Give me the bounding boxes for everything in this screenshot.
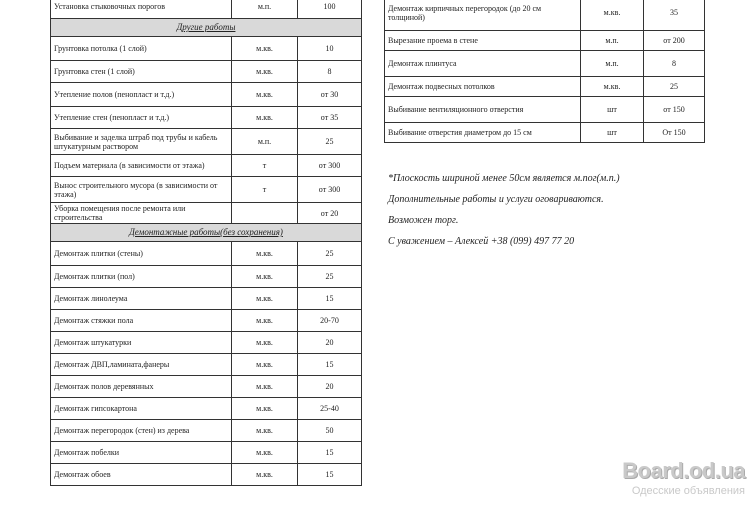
unit-cell: м.кв. — [232, 83, 298, 107]
unit-cell: м.кв. — [232, 464, 298, 486]
work-name-cell: Демонтаж плитки (пол) — [51, 266, 232, 288]
table-row — [51, 420, 362, 442]
table-row — [51, 83, 362, 107]
work-name-cell: Демонтаж гипсокартона — [51, 398, 232, 420]
watermark-logo: Board.od.ua — [622, 458, 745, 483]
work-name-cell: Установка стыковочных порогов — [51, 0, 232, 19]
unit-cell: м.кв. — [232, 288, 298, 310]
price-cell: 25 — [298, 129, 362, 155]
work-name-cell: Выбивание и заделка штраб под трубы и кабель штукатурным раствором — [51, 129, 232, 155]
unit-cell: м.кв. — [232, 266, 298, 288]
table-row — [51, 288, 362, 310]
work-name-cell: Демонтаж ДВП,ламината,фанеры — [51, 354, 232, 376]
work-name-cell: Демонтаж линолеума — [51, 288, 232, 310]
unit-cell: м.кв. — [232, 332, 298, 354]
work-name-cell: Демонтаж обоев — [51, 464, 232, 486]
price-cell: от 300 — [298, 155, 362, 177]
price-cell: 25 — [298, 266, 362, 288]
table-row — [385, 51, 705, 77]
unit-cell: т — [232, 155, 298, 177]
unit-cell: м.кв. — [232, 354, 298, 376]
price-cell: 25 — [644, 77, 705, 97]
table-row — [51, 398, 362, 420]
price-cell: от 200 — [644, 31, 705, 51]
unit-cell: м.кв. — [232, 310, 298, 332]
price-cell: 20 — [298, 376, 362, 398]
unit-cell: м.п. — [581, 51, 644, 77]
table-row — [51, 61, 362, 83]
work-name-cell: Демонтаж плинтуса — [385, 51, 581, 77]
price-cell: 8 — [298, 61, 362, 83]
price-cell: от 35 — [298, 107, 362, 129]
work-name-cell: Уборка помещения после ремонта или строительства — [51, 203, 232, 224]
notes-block — [388, 168, 738, 252]
table-row — [51, 310, 362, 332]
work-name-cell: Грунтовка стен (1 слой) — [51, 61, 232, 83]
table-row — [51, 107, 362, 129]
unit-cell: м.кв. — [232, 398, 298, 420]
table-row — [385, 0, 705, 31]
price-cell: 15 — [298, 464, 362, 486]
work-name-cell: Демонтаж побелки — [51, 442, 232, 464]
table-row — [51, 155, 362, 177]
section-header — [51, 19, 362, 37]
table-row — [51, 0, 362, 19]
price-cell: от 150 — [644, 97, 705, 123]
work-name-cell: Демонтаж плитки (стены) — [51, 242, 232, 266]
table-row — [385, 77, 705, 97]
work-name-cell: Выбивание отверстия диаметром до 15 см — [385, 123, 581, 143]
table-row — [51, 177, 362, 203]
work-name-cell: Демонтаж перегородок (стен) из дерева — [51, 420, 232, 442]
unit-cell: м.кв. — [232, 420, 298, 442]
price-cell: 100 — [298, 0, 362, 19]
note-contact: С уважением – Алексей +38 (099) 497 77 20 — [388, 236, 575, 247]
work-name-cell: Подъем материала (в зависимости от этажа) — [51, 155, 232, 177]
table-row — [51, 242, 362, 266]
watermark-subtitle: Одесские объявления — [631, 485, 745, 497]
unit-cell: м.кв. — [232, 242, 298, 266]
work-name-cell: Демонтаж штукатурки — [51, 332, 232, 354]
table-row — [51, 376, 362, 398]
price-cell: от 30 — [298, 83, 362, 107]
price-cell: 35 — [644, 0, 705, 31]
price-cell: 25 — [298, 242, 362, 266]
work-name-cell: Демонтаж стяжки пола — [51, 310, 232, 332]
price-cell: 25-40 — [298, 398, 362, 420]
price-cell: 15 — [298, 442, 362, 464]
price-cell: 8 — [644, 51, 705, 77]
price-cell: 15 — [298, 288, 362, 310]
note-plane-definition: *Плоскость шириной менее 50см является м.пог(м.п.) — [388, 173, 620, 184]
table-row — [51, 37, 362, 61]
section-title: Другие работы — [51, 19, 362, 37]
unit-cell: шт — [581, 97, 644, 123]
section-title: Демонтажные работы(без сохранения) — [51, 224, 362, 242]
price-cell: 20 — [298, 332, 362, 354]
table-row — [51, 332, 362, 354]
price-cell: 50 — [298, 420, 362, 442]
table-row — [51, 442, 362, 464]
work-name-cell: Выбивание вентиляционного отверстия — [385, 97, 581, 123]
site-watermark — [595, 458, 745, 504]
unit-cell: м.п. — [232, 0, 298, 19]
note-extra-services: Дополнительные работы и услуги оговариваются. — [388, 194, 604, 205]
unit-cell: м.кв. — [232, 442, 298, 464]
unit-cell: м.кв. — [232, 376, 298, 398]
price-cell: 15 — [298, 354, 362, 376]
table-row — [385, 31, 705, 51]
table-row — [385, 123, 705, 143]
table-row — [51, 266, 362, 288]
unit-cell: м.кв. — [232, 37, 298, 61]
unit-cell: м.кв. — [581, 77, 644, 97]
table-row — [51, 354, 362, 376]
work-name-cell: Демонтаж кирпичных перегородок (до 20 см толщиной) — [385, 0, 581, 31]
work-name-cell: Утепление полов (пенопласт и т.д.) — [51, 83, 232, 107]
table-row — [51, 464, 362, 486]
table-row — [51, 203, 362, 224]
section-header — [51, 224, 362, 242]
unit-cell: м.кв. — [581, 0, 644, 31]
unit-cell: шт — [581, 123, 644, 143]
price-table-left — [50, 0, 362, 486]
work-name-cell: Демонтаж полов деревянных — [51, 376, 232, 398]
unit-cell: т — [232, 177, 298, 203]
unit-cell: м.п. — [232, 129, 298, 155]
unit-cell: м.кв. — [232, 61, 298, 83]
work-name-cell: Вырезание проема в стене — [385, 31, 581, 51]
price-cell: От 150 — [644, 123, 705, 143]
price-table-right — [384, 0, 705, 143]
unit-cell: м.п. — [581, 31, 644, 51]
table-row — [385, 97, 705, 123]
table-row — [51, 129, 362, 155]
price-cell: от 20 — [298, 203, 362, 224]
unit-cell: м.кв. — [232, 107, 298, 129]
unit-cell — [232, 203, 298, 224]
price-cell: от 300 — [298, 177, 362, 203]
price-cell: 20-70 — [298, 310, 362, 332]
work-name-cell: Демонтаж подвесных потолков — [385, 77, 581, 97]
work-name-cell: Грунтовка потолка (1 слой) — [51, 37, 232, 61]
price-cell: 10 — [298, 37, 362, 61]
note-bargain: Возможен торг. — [388, 215, 459, 226]
work-name-cell: Утепление стен (пенопласт и т.д.) — [51, 107, 232, 129]
work-name-cell: Вынос строительного мусора (в зависимости от этажа) — [51, 177, 232, 203]
